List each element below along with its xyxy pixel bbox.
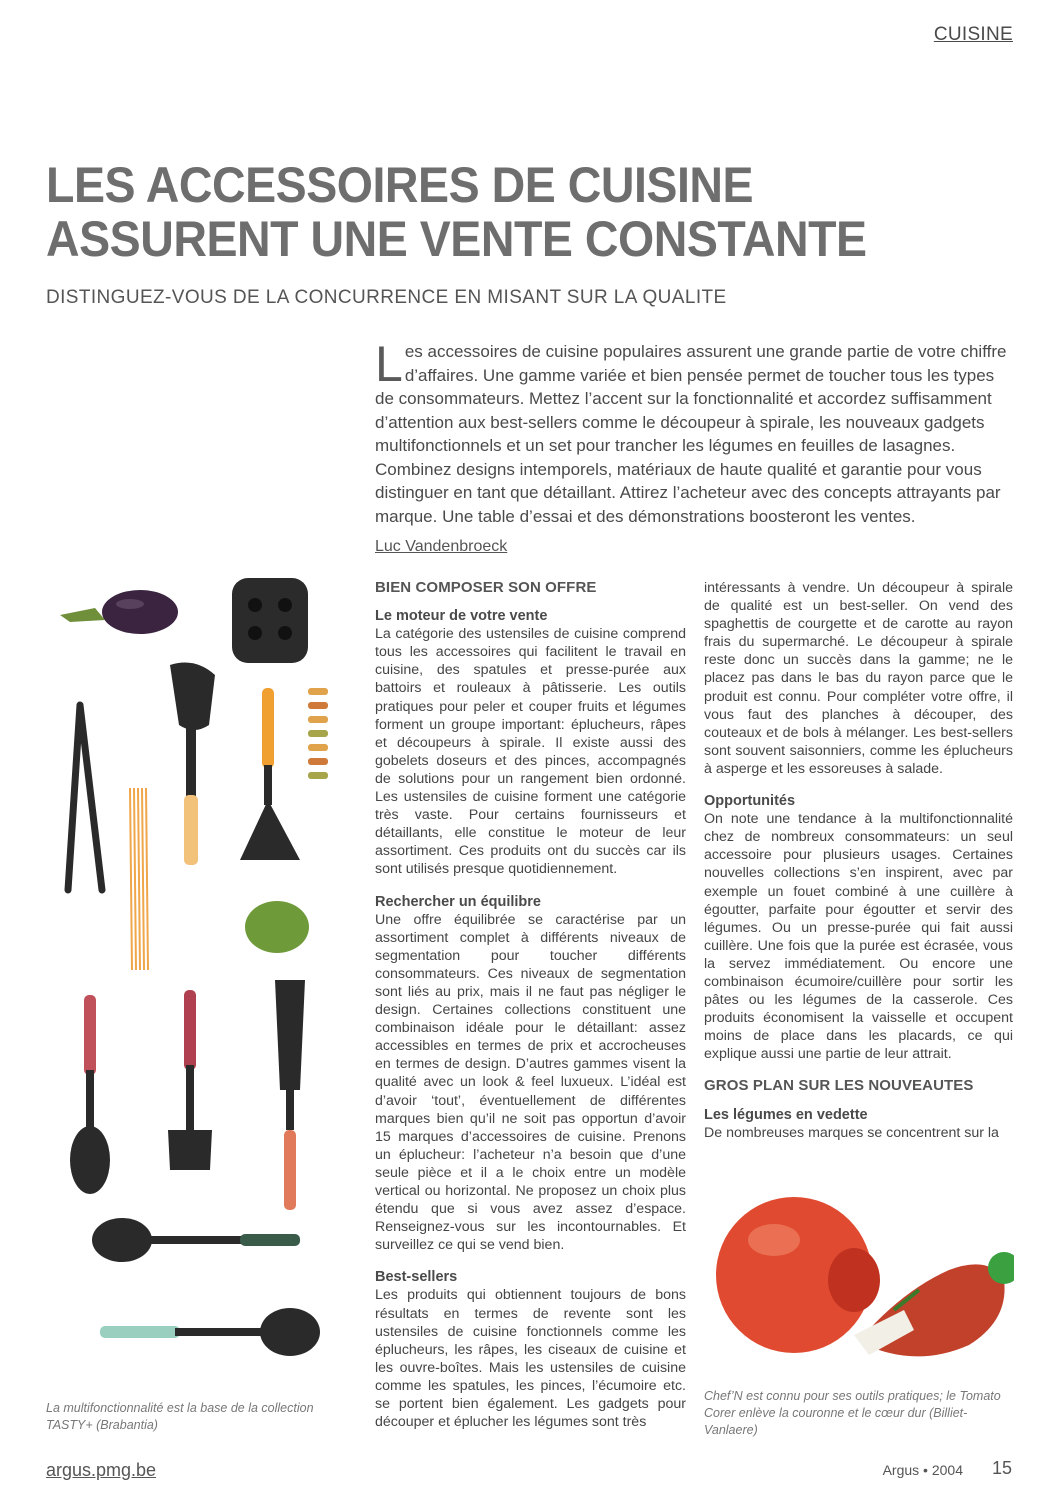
subheading: Le moteur de votre vente bbox=[375, 608, 548, 625]
intro-text: es accessoires de cuisine populaires assurent une grande partie de votre chiffre d’affaires. Une gamme variée et bien pensée permet de toucher tous les types de consommateurs. Mettez l’accent sur la fonctionnalité et accordez suffisamment d’attention aux best-sellers comme le découpeur à spirale, les nouveaux gadgets multifonctionnels et un set pour trancher les légumes en feuilles de lasagnes. Combinez designs intemporels, matériaux de haute qualité et garantie pour vous distinguer en tant que détaillant. Attirez l’acheteur avec des concepts attrayants par marque. Une table d’essai et des démonstrations boosteront les ventes. bbox=[375, 342, 1007, 526]
section-tag: CUISINE bbox=[933, 24, 1013, 45]
column-1 bbox=[375, 579, 686, 1445]
page-number: 15 bbox=[991, 1458, 1012, 1478]
intro-paragraph bbox=[375, 336, 1015, 528]
subheading: Best-sellers bbox=[375, 1269, 458, 1286]
paragraph: Les produits qui obtiennent toujours de bons résultats en termes de revente sont les ustensiles de cuisine fonctionnels comme les éplucheurs, les râpes, les ciseaux de cuisine et les ouvre-boîtes. Mais les ustensiles de cuisine comme les spatules, les pinces, l’écumoire etc. se portent bien également. Les gadgets pour découper et éplucher les légumes sont très bbox=[375, 1287, 686, 1431]
footer-url-link[interactable]: argus.pmg.be bbox=[46, 1460, 157, 1480]
page-subtitle: DISTINGUEZ-VOUS DE LA CONCURRENCE EN MISANT SUR LA QUALITE bbox=[46, 287, 727, 308]
subheading: Les légumes en vedette bbox=[704, 1106, 868, 1123]
tomato-corer-image bbox=[704, 1170, 1014, 1380]
eggplant-icon bbox=[60, 590, 178, 634]
paragraph: On note une tendance à la multifonctionnalité chez de nombreux consommateurs: un seul accessoire pour plusieurs usages. Certaines nouvelles collections s’en inspirent, avec par exemple un fouet combiné à une cuillère à égoutter, parfaite pour égoutter et servir des légumes. Ou un presse-purée qui fait aussi cuillère. Une fois que la purée est écrasée, vous la servez immédiatement. Ou encore une combinaison écumoire/cuillère pour sortir les pâtes ou les légumes de la casserole. Ces produits économisent la vaisselle et occupent moins de place dans les placards, ce qui explique aussi une partie de leur attrait. bbox=[704, 811, 1013, 1063]
column-2 bbox=[704, 579, 1013, 1156]
paragraph: Une offre équilibrée se caractérise par un assortiment complet à différents niveaux de segmentation pour toucher différents consommateurs. Ces niveaux de segmentation sont liés au prix, mais il ne faut pas négliger le design. Certaines collections constituent une combinaison idéale pour le détaillant: assez accessibles en termes de prix et accrocheuses en termes de design. D’autres gammes visent la qualité avec un look & feel luxueux. L’idéal est d’avoir ‘tout’, éventuellement de différentes marques bien qu’il ne soit pas opportun d’avoir 15 marques d’accessoires de cuisine. Prenons un éplucheur: l’acheteur n’a besoin que d’une seule pièce et il a le choix entre un modèle vertical ou horizontal. Ne proposez un choix plus étendu que si vous avez assez d’espace. Renseignez-vous sur les incontournables. Et surveillez ce qui se vend bien. bbox=[375, 911, 686, 1254]
utensils-image bbox=[50, 570, 340, 1370]
page-title: LES ACCESSOIRES DE CUISINE ASSURENT UNE VENTE CONSTANTE bbox=[46, 157, 867, 267]
paragraph: intéressants à vendre. Un découpeur à spirale de qualité est un best-seller. On vend des spaghettis de courgette et de carotte au rayon frais du supermarché. Le découpeur à spirale reste donc un succès dans la gamme; ne le placez pas dans le bas du rayon parce que le produit est connu. Pour compléter votre offre, il vous faut des planches à découper, des couteaux et de bols à mélanger. Les best-sellers sont souvent saisonniers, comme les éplucheurs à asperge et les essoreuses à salade. bbox=[704, 580, 1013, 777]
paragraph: De nombreuses marques se concentrent sur la bbox=[704, 1124, 999, 1141]
author-byline: Luc Vandenbroeck bbox=[375, 538, 508, 555]
paragraph: La catégorie des ustensiles de cuisine comprend tous les accessoires qui facilitent le travail en cuisine, des spatules et presse-purée aux battoirs et rouleaux à pâtisserie. Les outils pratiques pour peler et couper fruits et légumes forment un groupe important: éplucheurs, râpes et découpeurs à spirale. Il existe aussi des gobelets doseurs et des pinces, accompagnés de solutions pour un rangement bien ordonné. Les ustensiles de cuisine forment une catégorie très vaste. Pour certains fournisseurs et détaillants, elle constitue le moteur de leur assortiment. Ces produits ont du succès car ils sont utilisés presque quotidiennement. bbox=[375, 626, 686, 878]
right-image-caption: Chef’N est connu pour ses outils pratiques; le Tomato Corer enlève la couronne et le cœur dur (Billiet-Vanlaere) bbox=[704, 1389, 1001, 1437]
section-heading: BIEN COMPOSER SON OFFRE bbox=[375, 579, 597, 596]
drop-cap: L bbox=[375, 336, 403, 392]
subheading: Rechercher un équilibre bbox=[375, 893, 541, 910]
section-heading: GROS PLAN SUR LES NOUVEAUTES bbox=[704, 1077, 974, 1095]
footer-issue: Argus • 2004 bbox=[882, 1462, 963, 1478]
left-image-caption: La multifonctionnalité est la base de la collection TASTY+ (Brabantia) bbox=[46, 1401, 314, 1432]
subheading: Opportunités bbox=[704, 793, 796, 810]
